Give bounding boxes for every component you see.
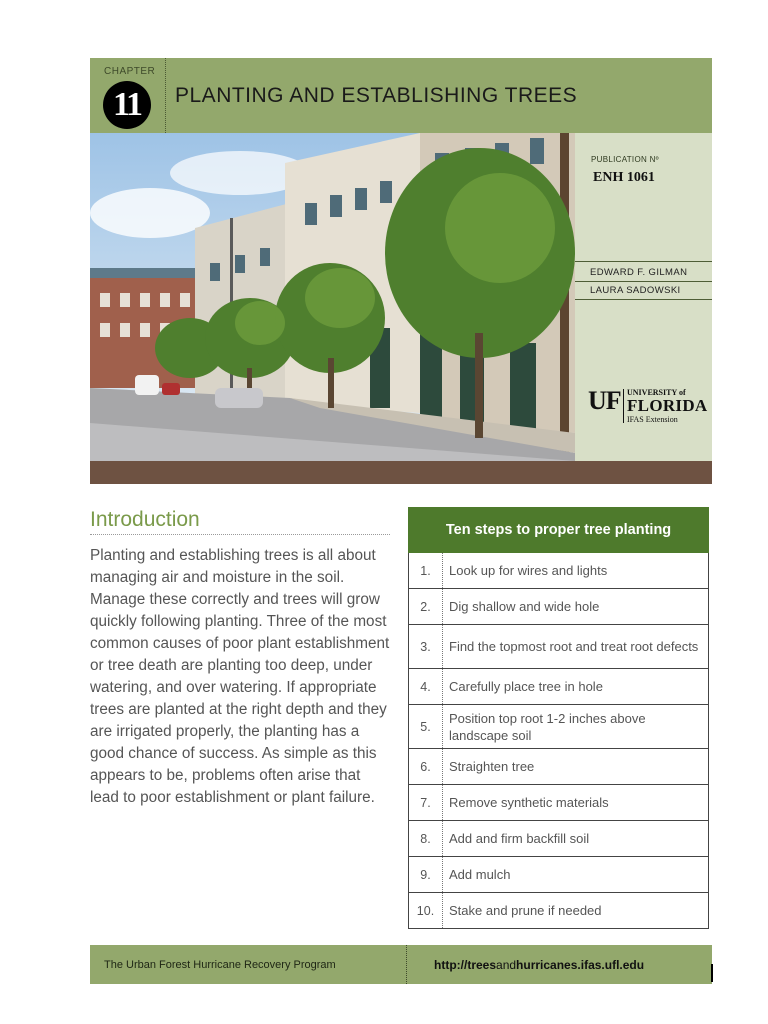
steps-table: [408, 507, 709, 929]
logo-florida-text: FLORIDA: [627, 396, 708, 415]
program-name: The Urban Forest Hurricane Recovery Program: [104, 959, 336, 971]
step-number: 1.: [409, 553, 443, 588]
url-part: http://trees: [434, 958, 497, 972]
chapter-label: CHAPTER: [104, 66, 156, 77]
uf-ifas-logo: [588, 386, 706, 428]
author-divider: [575, 299, 712, 300]
publication-label: PUBLICATION Nº: [591, 155, 659, 164]
step-text: Position top root 1-2 inches above landscape soil: [449, 710, 646, 743]
footer-band: [90, 945, 712, 984]
introduction-rule: [90, 534, 390, 535]
street-trees-photo: [90, 133, 575, 461]
logo-divider: [623, 389, 624, 423]
chapter-header: [90, 58, 712, 133]
logo-ifas-text: IFAS Extension: [627, 415, 678, 424]
publication-panel: [575, 133, 712, 461]
step-number: 8.: [409, 821, 443, 856]
author-divider: [575, 261, 712, 262]
step-text: Add mulch: [449, 867, 511, 882]
step-number: 7.: [409, 785, 443, 820]
step-row: [408, 785, 709, 821]
step-row: [408, 553, 709, 589]
step-row: [408, 625, 709, 669]
step-row: [408, 821, 709, 857]
step-number: 10.: [409, 893, 443, 928]
publication-number: ENH 1061: [593, 170, 655, 185]
step-row: [408, 669, 709, 705]
author-name: LAURA SADOWSKI: [590, 285, 681, 296]
uf-logo-mark: UF: [588, 386, 621, 415]
step-row: [408, 857, 709, 893]
step-text: Remove synthetic materials: [449, 795, 609, 810]
introduction-heading: Introduction: [90, 508, 200, 531]
logo-university-text: UNIVERSITY of: [627, 388, 686, 397]
step-text: Add and firm backfill soil: [449, 831, 590, 846]
step-row: [408, 749, 709, 785]
introduction-paragraph: Planting and establishing trees is all about managing air and moisture in the soil. Manage these correctly and trees will grow quickly following planting. Three of the most common causes of poor plant establishment or tree death are planting too deep, under watering, and over watering. If appropriate trees are planted at the right depth and they are irrigated properly, the planting has a good chance of success. As simple as this appears to be, problems often arise that lead to poor establishment or plant failure.: [90, 547, 390, 806]
url-part: and: [496, 958, 517, 972]
chapter-number-badge: 11: [103, 81, 151, 129]
step-text: Dig shallow and wide hole: [449, 599, 600, 614]
footer-divider: [406, 945, 407, 984]
page-title: PLANTING AND ESTABLISHING TREES: [175, 84, 578, 107]
page-edge-mark: [711, 964, 713, 982]
decorative-band: [90, 461, 712, 484]
steps-table-header: Ten steps to proper tree planting: [408, 507, 709, 553]
website-link[interactable]: [434, 958, 644, 972]
step-number: 6.: [409, 749, 443, 784]
author-divider: [575, 281, 712, 282]
step-row: [408, 705, 709, 749]
url-part: hurricanes.ifas.ufl.edu: [516, 958, 645, 972]
step-number: 3.: [409, 625, 443, 668]
step-text: Carefully place tree in hole: [449, 679, 603, 694]
step-number: 9.: [409, 857, 443, 892]
step-number: 2.: [409, 589, 443, 624]
step-text: Straighten tree: [449, 759, 535, 774]
step-row: [408, 589, 709, 625]
step-number: 4.: [409, 669, 443, 704]
step-number: 5.: [409, 705, 443, 748]
author-name: EDWARD F. GILMAN: [590, 267, 688, 278]
step-row: [408, 893, 709, 929]
step-text: Look up for wires and lights: [449, 563, 608, 578]
step-text: Stake and prune if needed: [449, 903, 602, 918]
step-text: Find the topmost root and treat root defects: [449, 639, 699, 654]
header-divider: [165, 58, 166, 133]
